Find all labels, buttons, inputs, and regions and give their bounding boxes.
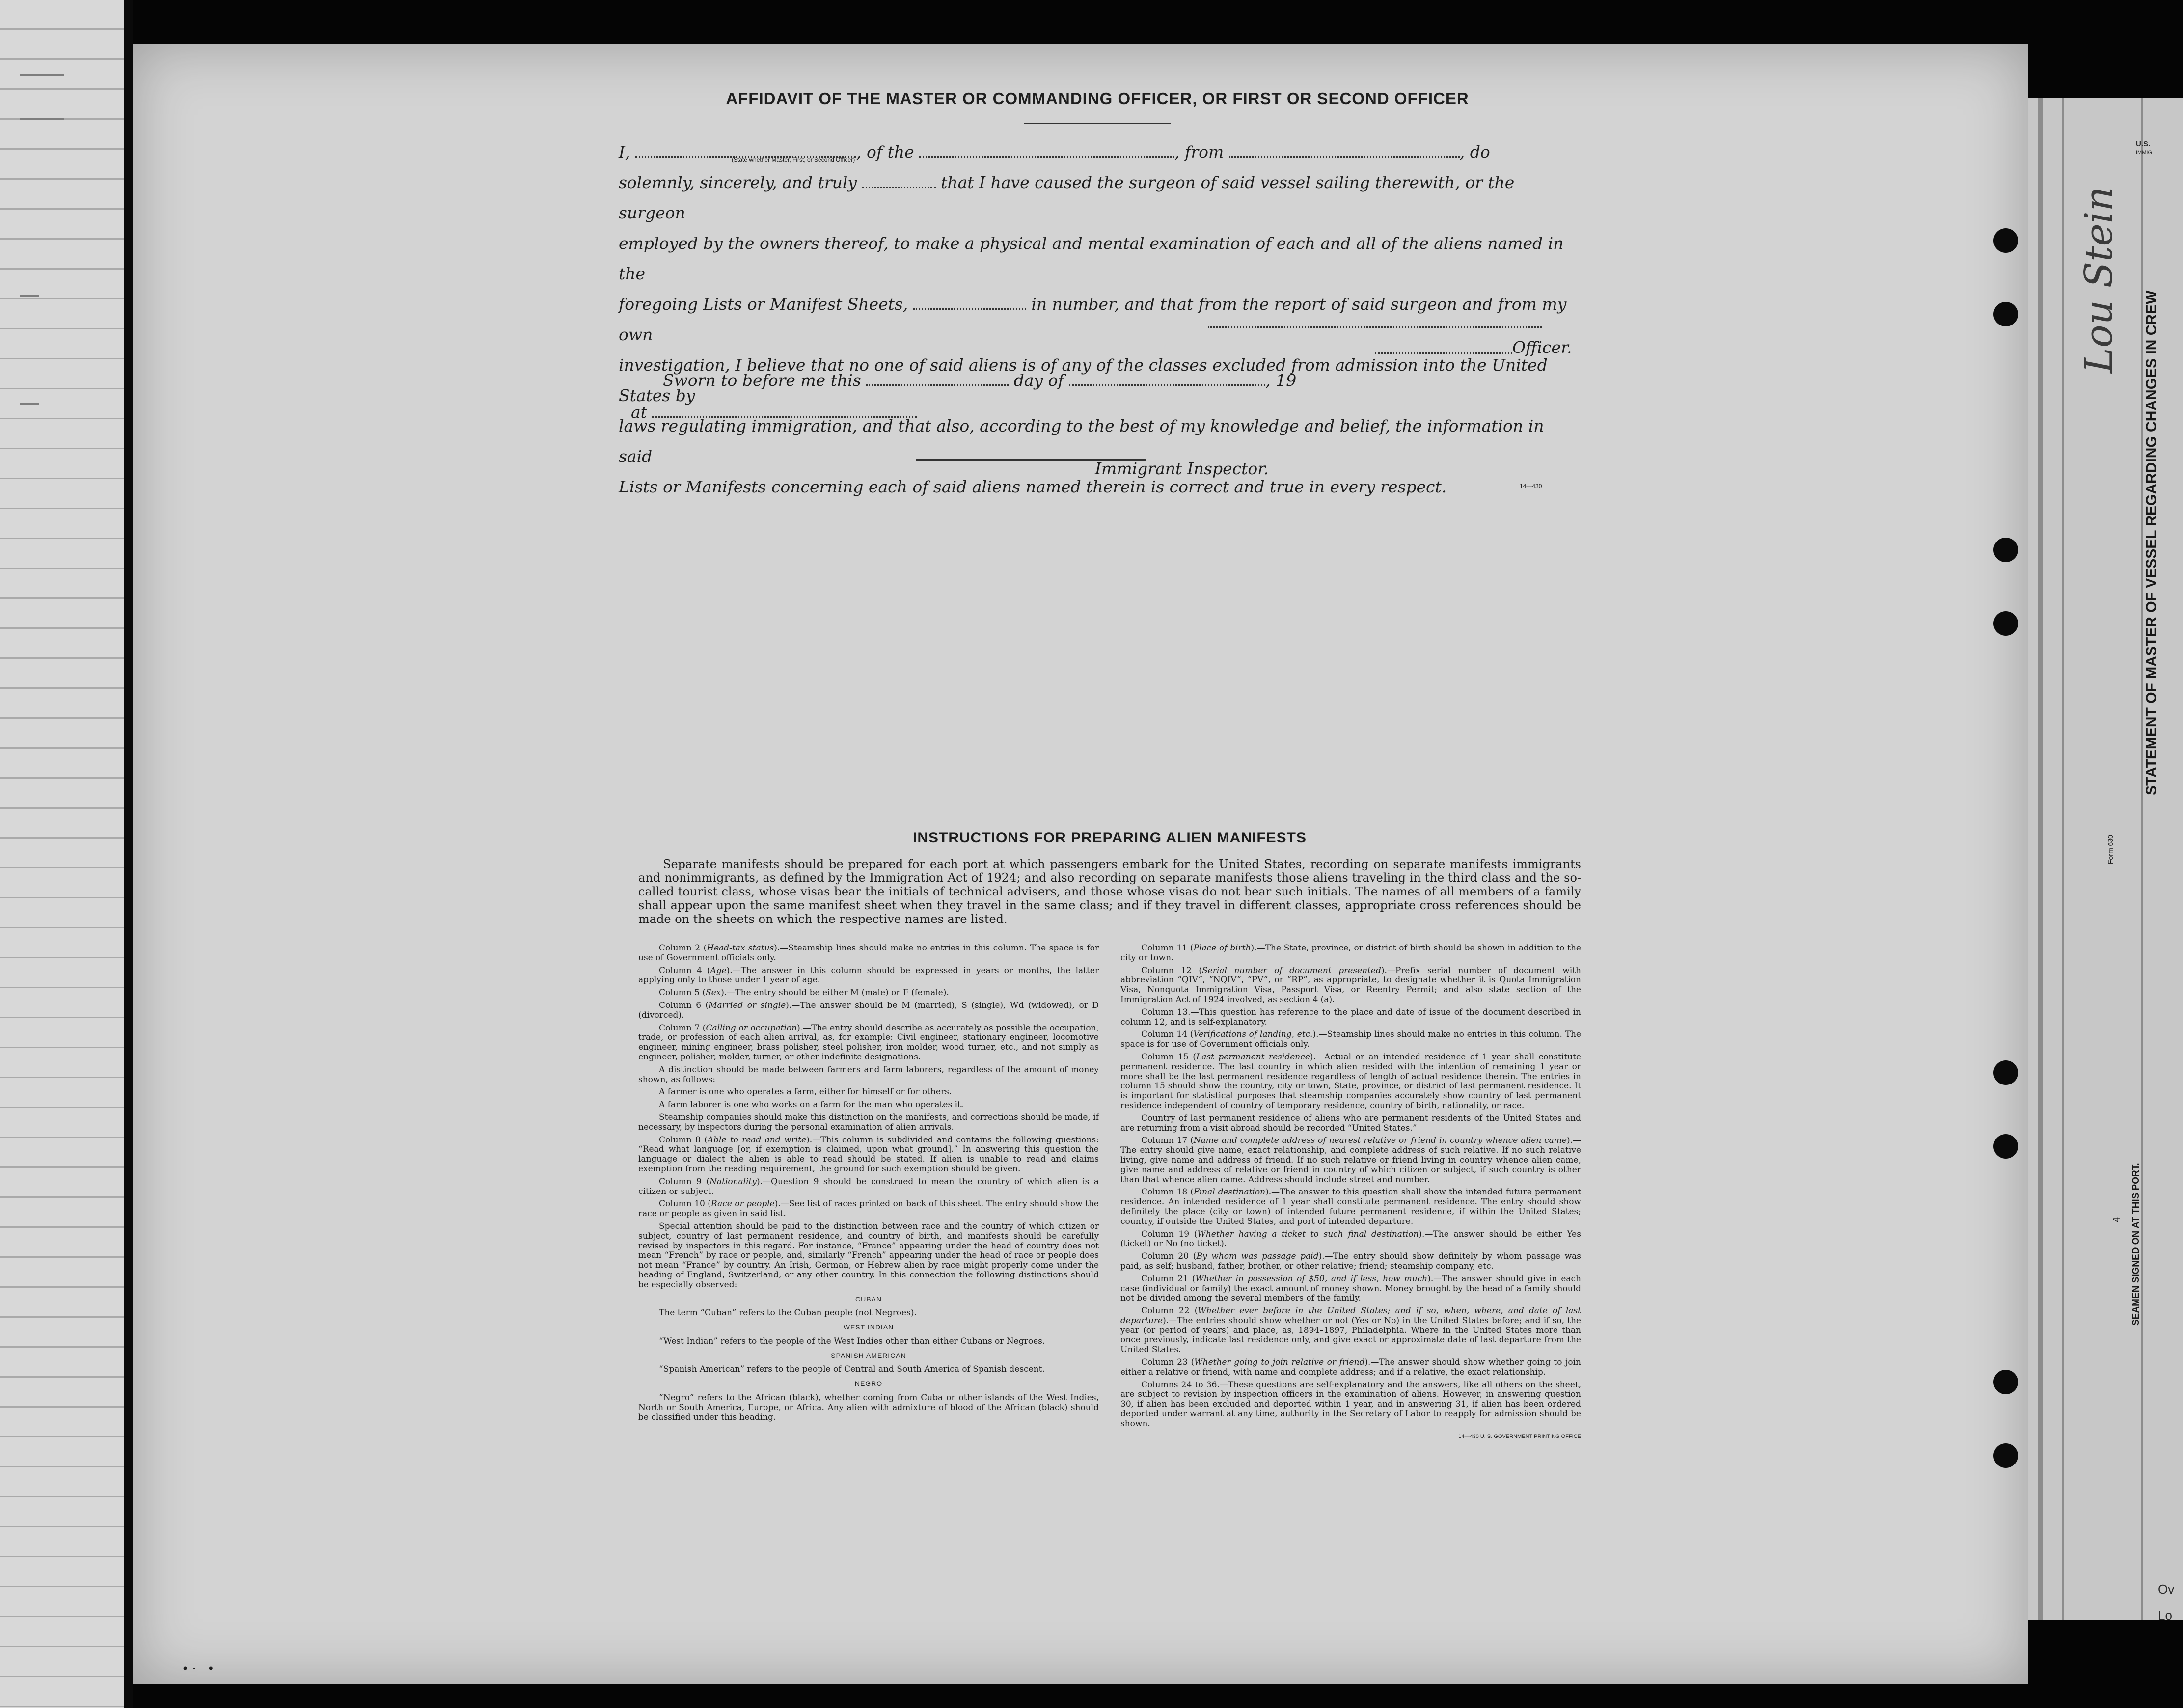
printing-office-note: 14—430 U. S. GOVERNMENT PRINTING OFFICE	[1458, 1433, 1581, 1439]
instructions-intro: Separate manifests should be prepared for each port at which passengers embark for the United States, recording on separate manifests immigrants and nonimmigrants, as defined by the Immigration Act of 1924; and also recording on separate manifests those aliens traveling in the third class and the so-called tourist class, whose visas bear the initials of technical advisers, and those whose visas do not bear such initials. The names of all members of a family shall appear upon the same manifest sheet when they travel in the same class; and if they travel in different classes, appropriate cross references should be made on the sheets on which the respective names are listed.	[638, 857, 1581, 926]
fill-line-place	[652, 416, 917, 418]
text-i: I,	[619, 142, 630, 162]
strip-mark	[20, 403, 39, 405]
binder-hole	[1993, 228, 2018, 253]
seamen-note: SEAMEN SIGNED ON AT THIS PORT.	[2131, 1163, 2141, 1326]
statement-title: STATEMENT OF MASTER OF VESSEL REGARDING CHANGES IN CREW	[2143, 290, 2159, 795]
instruction-paragraph: A farmer is one who operates a farm, either for himself or for others.	[659, 1087, 952, 1097]
instruction-paragraph: Column 11 (Place of birth).—The State, province, or district of birth should be shown in addition to the city or town.	[1120, 943, 1581, 963]
instruction-paragraph: Column 23 (Whether going to join relative or friend).—The answer should show whether going to join either a relative or friend, with name and complete address; and if a relative, the exact relationship.	[1120, 1357, 1581, 1377]
sworn-line	[663, 371, 1296, 390]
instruction-paragraph: Steamship companies should make this distinction on the manifests, and corrections should be made, if necessary, by inspectors during the personal examination of alien arrivals.	[638, 1112, 1099, 1132]
text-solemnly: solemnly, sincerely, and truly	[619, 173, 857, 192]
affidavit-body	[619, 137, 1576, 502]
instruction-paragraph: Columns 24 to 36.—These questions are self-explanatory and the answers, like all others on the sheet, are subject to revision by inspection officers in the examination of aliens. However, in answering question 30, if alien has been excluded and deported within 1 year, and in answering 31, if alien has been ordered deported under warrant at any time, authority in the Secretary of Labor to reapply for admission should be shown.	[1120, 1380, 1581, 1429]
text-day-of: day of	[1013, 371, 1064, 390]
fill-line-number	[913, 308, 1026, 310]
instruction-paragraph: Special attention should be paid to the distinction between race and the country of which citizen or subject, country of last permanent residence, and country of birth, and manifests should be carefully revised by inspectors in this regard. For instance, “France” appearing under the head of country does not mean “French” by race or people, and, similarly “French” appearing under the head of race or people does not mean “France” by country. An Irish, German, or Hebrew alien by race might properly come under the heading of England, Switzerland, or any other country. In this connection the following distinctions should be especially observed:	[638, 1221, 1099, 1290]
strip-edge	[124, 0, 133, 1708]
instruction-paragraph: Column 2 (Head-tax status).—Steamship lines should make no entries in this column. The space is for use of Government officials only.	[638, 943, 1099, 963]
text-foregoing: foregoing Lists or Manifest Sheets,	[619, 295, 908, 314]
heading-cuban: CUBAN	[855, 1295, 882, 1303]
instructions-section	[638, 830, 1581, 1441]
instruction-paragraph: Column 19 (Whether having a ticket to such final destination).—The answer should be either Yes (ticket) or No (no ticket).	[1120, 1229, 1581, 1249]
fill-line-swear	[862, 187, 936, 188]
officer-label: Officer.	[1512, 338, 1572, 357]
strip-mark	[20, 118, 64, 120]
adjacent-page-strip	[0, 0, 133, 1708]
instruction-paragraph: Column 7 (Calling or occupation).—The entry should describe as accurately as possible the occupation, trade, or profession of each alien arrival, as, for example: Civil engineer, stationary engineer, locomotive engineer, mining engineer, brass polisher, steel polisher, iron molder, wood turner, etc., and not simply as engineer, polisher, molder, turner, or other indefinite designations.	[638, 1023, 1099, 1062]
form-label: Form 630	[2106, 835, 2114, 864]
heading-west-indian: WEST INDIAN	[843, 1323, 894, 1331]
instruction-paragraph: Column 4 (Age).—The answer in this column should be expressed in years or months, the latter applying only to those under 1 year of age.	[638, 965, 1099, 985]
form-number: 14—430	[1520, 483, 1542, 489]
text-of-the: of the	[867, 142, 914, 162]
text-surgeon: that I have caused the surgeon of said vessel sailing therewith, or the surgeon	[619, 173, 1515, 222]
instruction-paragraph: A farm laborer is one who works on a farm for the man who operates it.	[659, 1100, 964, 1110]
text-do: do	[1470, 142, 1490, 162]
officer-note: (State whether Master, First, or Second Officer)	[732, 156, 855, 163]
affidavit-line: investigation, I believe that no one of said aliens is of any of the classes excluded from admission into the United States by	[619, 355, 1548, 405]
binder-hole	[1993, 611, 2018, 636]
instruction-paragraph: “Spanish American” refers to the people of Central and South America of Spanish descent.	[659, 1364, 1045, 1375]
heading-negro: NEGRO	[854, 1380, 883, 1388]
instructions-columns	[638, 944, 1581, 1441]
instruction-paragraph: Column 13.—This question has reference to the place and date of issue of the document described in column 12, and is self-explanatory.	[1120, 1007, 1581, 1027]
side-number: 4	[2111, 1217, 2122, 1222]
fill-line-vessel	[919, 156, 1174, 158]
title-underline	[1024, 123, 1171, 124]
instruction-paragraph: “Negro” refers to the African (black), whether coming from Cuba or other islands of the West Indies, North or South America, Europe, or Africa. Any alien with admixture of blood of the African (black) should be classified under this heading.	[638, 1393, 1099, 1422]
text-at: at	[631, 403, 647, 422]
affidavit-section	[619, 83, 1576, 502]
instruction-paragraph: Column 8 (Able to read and write).—This column is subdivided and contains the following questions: “Read what language [or, if exemption is claimed, upon what ground].” In answering this question the language or dialect the alien is able to read should be stated. If alien is unable to read and claims exemption from the reading requirement, the ground for such exemption should be given.	[638, 1135, 1099, 1174]
binder-hole	[1993, 1443, 2018, 1468]
text-sworn: Sworn to before me this	[663, 371, 861, 390]
binder-hole	[1993, 1060, 2018, 1085]
scan-dust-marks: • · •	[182, 1662, 215, 1676]
instruction-paragraph: Column 6 (Married or single).—The answer should be M (married), S (single), Wd (widowed), or D (divorced).	[638, 1000, 1099, 1020]
affidavit-line: laws regulating immigration, and that also, according to the best of my knowledge and belief, the information in said	[619, 416, 1544, 466]
instruction-paragraph: Column 12 (Serial number of document presented).—Prefix serial number of document with abbreviation “QIV”, “NQIV”, “PV”, or “RP”, as appropriate, to designate whether it is Quota Immigration Visa, Nonquota Immigration Visa, Passport Visa, or Reentry Permit; and also state section of the Immigration Act of 1924 involved, as section 4 (a).	[1120, 965, 1581, 1004]
instruction-paragraph: Column 18 (Final destination).—The answer to this question shall show the intended future permanent residence. An intended residence of 1 year shall constitute permanent residence. The entry should show definitely the place (city or town) of intended future permanent residence, if within the United States; country, if outside the United States, and port of intended departure.	[1120, 1187, 1581, 1226]
fill-line-month	[1069, 384, 1265, 386]
officer-line	[1375, 352, 1512, 354]
instructions-left-column	[638, 944, 1099, 1441]
instruction-paragraph: “West Indian” refers to the people of the West Indies other than either Cubans or Negroes.	[659, 1336, 1045, 1346]
binder-hole	[1993, 1370, 2018, 1394]
instruction-paragraph: The term “Cuban” refers to the Cuban people (not Negroes).	[659, 1308, 917, 1318]
instruction-paragraph: Column 20 (By whom was passage paid).—The entry should show definitely by whom passage was paid, as self; husband, father, brother, or other relative; friend; steamship company, etc.	[1120, 1251, 1581, 1271]
instruction-paragraph: Column 10 (Race or people).—See list of races printed on back of this sheet. The entry should show the race or people as given in said list.	[638, 1199, 1099, 1219]
fill-line-date	[866, 384, 1009, 386]
instructions-right-column	[1120, 944, 1581, 1441]
text-year: , 19	[1265, 371, 1297, 390]
sheet-stripe	[2062, 98, 2064, 1620]
binder-hole	[1993, 538, 2018, 562]
instruction-paragraph: Column 14 (Verifications of landing, etc.).—Steamship lines should make no entries in this column. The space is for use of Government officials only.	[1120, 1030, 1581, 1050]
signature-line	[1208, 326, 1542, 328]
affidavit-line: I, , of the , from , do	[619, 142, 1490, 162]
instruction-paragraph: Column 21 (Whether in possession of $50, and if less, how much).—The answer should give in each case (individual or family) the exact amount of money shown. Money brought by the head of a family should not be divided among the several members of the family.	[1120, 1274, 1581, 1303]
heading-spanish-american: SPANISH AMERICAN	[831, 1351, 906, 1359]
instruction-paragraph: Column 9 (Nationality).—Question 9 should be construed to mean the country of which alien is a citizen or subject.	[638, 1176, 1099, 1196]
instruction-paragraph: Column 5 (Sex).—The entry should be either M (male) or F (female).	[659, 988, 949, 998]
corner-text-bottom-2: Lo	[2158, 1608, 2172, 1623]
binder-hole	[1993, 302, 2018, 326]
inspector-label: Immigrant Inspector.	[1095, 459, 1269, 478]
sheet-stripe	[2141, 98, 2143, 1620]
text-from: from	[1185, 142, 1224, 162]
affidavit-line	[619, 289, 1576, 350]
binder-hole	[1993, 1134, 2018, 1159]
affidavit-line: employed by the owners thereof, to make a physical and mental examination of each and all of the aliens named in the	[619, 234, 1564, 283]
instruction-paragraph: Column 15 (Last permanent residence).—Actual or an intended residence of 1 year shall constitute permanent residence. The last country in which alien resided with the intention of remaining 1 year or more shall be the last permanent residence regardless of length of actual residence therein. The entries in column 15 should show the country, city or town, State, province, or district of last permanent residence. It is important for statistical purposes that steamship companies accurately show country of last permanent residence independent of country of temporary residence, country of birth, nationality, or race.	[1120, 1052, 1581, 1111]
affidavit-line	[619, 167, 1576, 228]
affidavit-title: AFFIDAVIT OF THE MASTER OR COMMANDING OFFICER, OR FIRST OR SECOND OFFICER	[726, 89, 1469, 108]
strip-mark	[20, 295, 39, 297]
strip-mark	[20, 74, 64, 76]
text-in-number: in number, and that from the report of said surgeon and from my own	[619, 295, 1567, 344]
instruction-paragraph: Column 17 (Name and complete address of nearest relative or friend in country whence alien came).—The entry should give name, exact relationship, and complete address of such relative. If no such relative living, give name and address of friend. If no such relative or friend living in country whence alien came, give name and address of relative or friend in country of which citizen or subject, if such country is other than that whence alien came. Address should include street and number.	[1120, 1136, 1581, 1185]
corner-text-top-2: IMMIG	[2136, 150, 2152, 156]
affidavit-line: Lists or Manifests concerning each of said aliens named therein is correct and true in every respect.	[619, 477, 1447, 496]
instruction-paragraph: Column 22 (Whether ever before in the United States; and if so, when, where, and date of last departure).—The entries should show whether or not (Yes or No) in the United States before; and if so, the year (or period of years) and place, as, 1894–1897, Philadelphia. Where in the United States more than once previously, indicate last residence only, and give exact or approximate date of last departure from the United States.	[1120, 1306, 1581, 1355]
corner-text-bottom: Ov	[2158, 1582, 2175, 1597]
at-line	[631, 403, 917, 422]
sheet-stripe	[2038, 98, 2043, 1620]
instructions-title: INSTRUCTIONS FOR PREPARING ALIEN MANIFESTS	[912, 830, 1307, 846]
fill-line-from	[1229, 156, 1460, 158]
instruction-paragraph: Country of last permanent residence of aliens who are permanent residents of the United States and are returning from a visit abroad should be recorded “United States.”	[1120, 1113, 1581, 1133]
instruction-paragraph: A distinction should be made between farmers and farm laborers, regardless of the amount of money shown, as follows:	[638, 1064, 1099, 1084]
handwritten-name: Lou Stein	[2077, 187, 2121, 373]
corner-text-top: U.S.	[2136, 140, 2151, 148]
